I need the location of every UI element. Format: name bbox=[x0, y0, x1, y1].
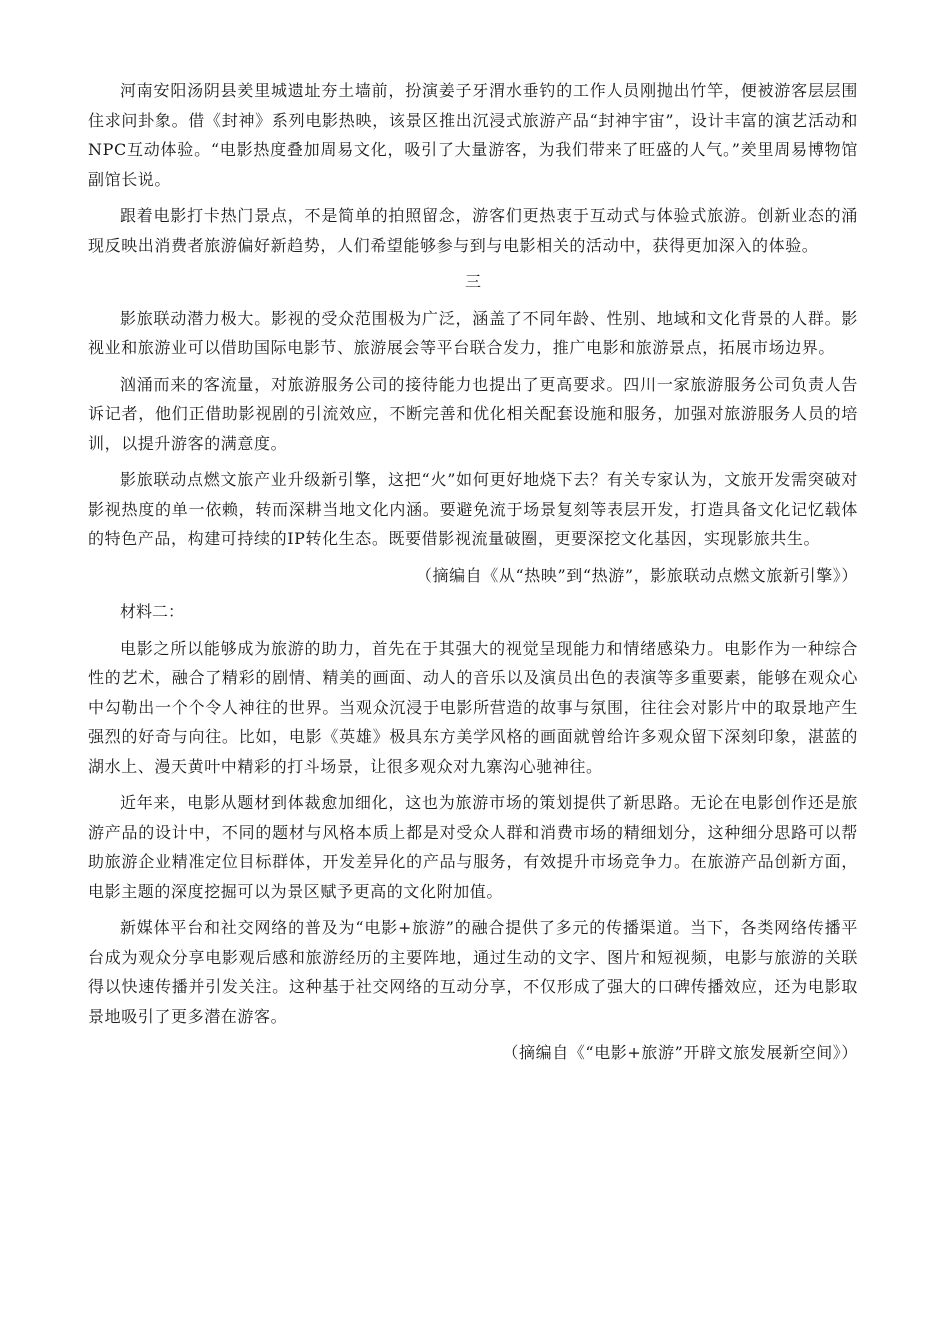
paragraph: 汹涌而来的客流量，对旅游服务公司的接待能力也提出了更高要求。四川一家旅游服务公司负责人告诉记者，他们正借助影视剧的引流效应，不断完善和优化相关配套设施和服务，加强对旅游服务人员的培训，以提升游客的满意度。 bbox=[88, 374, 858, 453]
section-number: 三 bbox=[464, 272, 481, 291]
paragraph: 影旅联动点燃文旅产业升级新引擎，这把“火”如何更好地烧下去？有关专家认为，文旅开发需突破对影视热度的单一依赖，转而深耕当地文化内涵。要避免流于场景复刻等表层开发，打造具备文化记忆载体的特色产品，构建可持续的IP转化生态。既要借影视流量破圈，更要深挖文化基因，实现影旅共生。 bbox=[88, 470, 858, 548]
paragraph: 电影之所以能够成为旅游的助力，首先在于其强大的视觉呈现能力和情绪感染力。电影作为一种综合性的艺术，融合了精彩的剧情、精美的画面、动人的音乐以及演员出色的表演等多重要素，能够在观众心中勾勒出一个个令人神往的世界。当观众沉浸于电影所营造的故事与氛围，往往会对影片中的取景地产生强烈的好奇与向往。比如，电影《英雄》极具东方美学风格的画面就曾给许多观众留下深刻印象，湛蓝的湖水上、漫天黄叶中精彩的打斗场景，让很多观众对九寨沟心驰神往。 bbox=[88, 638, 858, 776]
document-page bbox=[88, 76, 858, 1075]
material-label: 材料二： bbox=[120, 602, 185, 621]
paragraph: 跟着电影打卡热门景点，不是简单的拍照留念，游客们更热衷于互动式与体验式旅游。创新业态的涌现反映出消费者旅游偏好新趋势，人们希望能够参与到与电影相关的活动中，获得更加深入的体验。 bbox=[88, 206, 858, 255]
paragraph: 新媒体平台和社交网络的普及为“电影+旅游”的融合提供了多元的传播渠道。当下，各类网络传播平台成为观众分享电影观后感和旅游经历的主要阵地，通过生动的文字、图片和短视频，电影与旅游的关联得以快速传播并引发关注。这种基于社交网络的互动分享，不仅形成了强大的口碑传播效应，还为电影取景地吸引了更多潜在游客。 bbox=[88, 918, 858, 1026]
source-citation: （摘编自《“电影+旅游”开辟文旅发展新空间》） bbox=[502, 1043, 858, 1062]
paragraph: 近年来，电影从题材到体裁愈加细化，这也为旅游市场的策划提供了新思路。无论在电影创作还是旅游产品的设计中，不同的题材与风格本质上都是对受众人群和消费市场的精细划分，这种细分思路可以帮助旅游企业精准定位目标群体，开发差异化的产品与服务，有效提升市场竞争力。在旅游产品创新方面，电影主题的深度挖掘可以为景区赋予更高的文化附加值。 bbox=[88, 793, 858, 901]
paragraph: 影旅联动潜力极大。影视的受众范围极为广泛，涵盖了不同年龄、性别、地域和文化背景的人群。影视业和旅游业可以借助国际电影节、旅游展会等平台联合发力，推广电影和旅游景点，拓展市场边界。 bbox=[88, 308, 858, 357]
paragraph: 河南安阳汤阴县羑里城遗址夯土墙前，扮演姜子牙渭水垂钓的工作人员刚抛出竹竿，便被游客层层围住求问卦象。借《封神》系列电影热映，该景区推出沉浸式旅游产品“封神宇宙”，设计丰富的演艺活动和NPC互动体验。“电影热度叠加周易文化，吸引了大量游客，为我们带来了旺盛的人气。”羑里周易博物馆副馆长说。 bbox=[88, 81, 858, 189]
source-citation: （摘编自《从“热映”到“热游”，影旅联动点燃文旅新引擎》） bbox=[415, 565, 858, 585]
